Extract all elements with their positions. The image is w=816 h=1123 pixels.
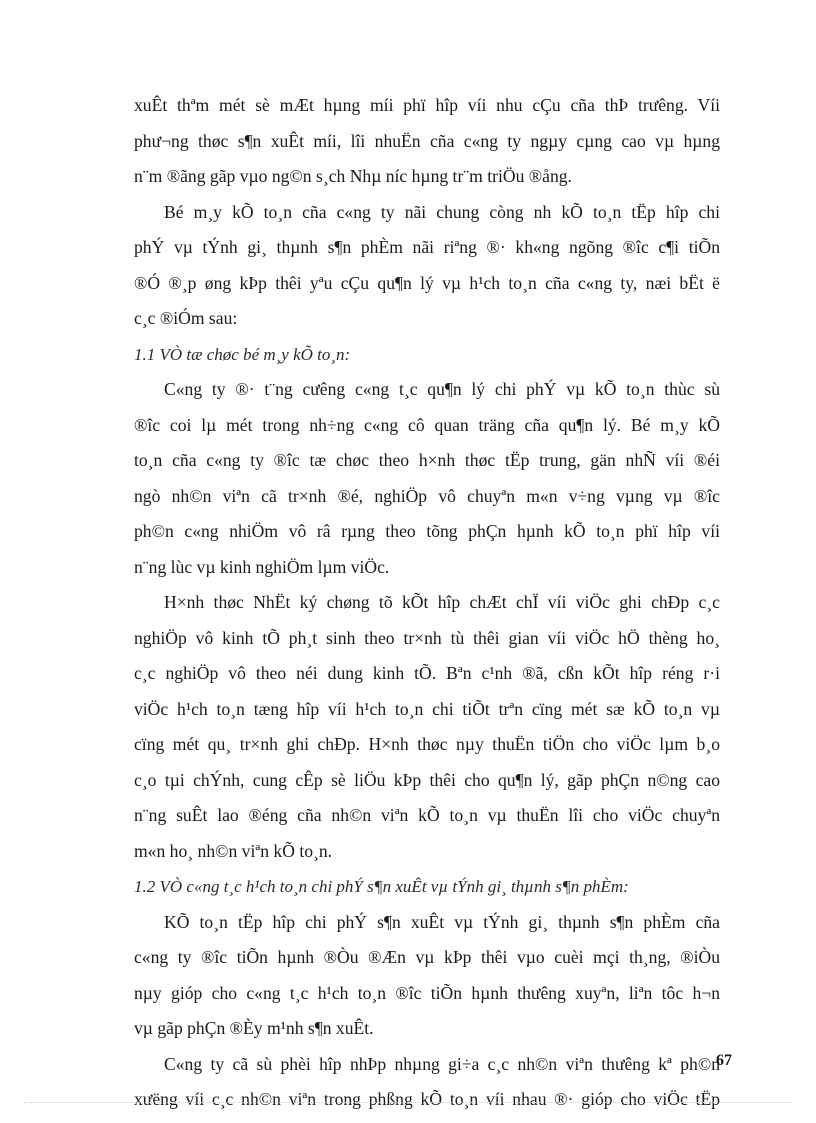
text-line: H×nh thøc NhËt ký chøng tõ kÕt hîp chÆt chÏ víi viÖc ghi chÐp c¸c	[164, 592, 720, 612]
text-line: nµy gióp cho c«ng t¸c h¹ch to¸n ®îc tiÕn hµnh thưêng xuyªn, liªn tôc h¬n	[134, 982, 720, 1003]
text-line: c¸o tµi chÝnh, cung cÊp sè liÖu kÞp thêi cho qu¶n lý, gãp phÇn n©ng cao	[134, 769, 720, 790]
text-line: phÝ vµ tÝnh gi¸ thµnh s¶n phÈm nãi riªng ®· kh«ng ngõng ®îc c¶i tiÕn	[134, 237, 720, 257]
text-line: c¸c ®iÓm sau:	[134, 308, 238, 328]
text-line: n¨ng lùc vµ kinh nghiÖm lµm viÖc.	[134, 556, 390, 577]
text-line: c«ng ty ®îc tiÕn hµnh ®Òu ®Æn vµ kÞp thêi vµo cuèi mçi th¸ng, ®iÒu	[134, 947, 720, 967]
text-line: viÖc h¹ch to¸n tæng hîp víi h¹ch to¸n chi tiÕt trªn cïng mét sæ kÕ to¸n vµ	[134, 698, 720, 719]
text-line: xưëng víi c¸c nh©n viªn trong phßng kÕ to¸n víi nhau ®· gióp cho viÖc tËp	[134, 1089, 720, 1109]
text-line: Bé m¸y kÕ to¸n cña c«ng ty nãi chung còng nh kÕ to¸n tËp hîp chi	[164, 201, 720, 222]
text-line: ®îc coi lµ mét trong nh÷ng c«ng cô quan träng cña qu¶n lý. Bé m¸y kÕ	[134, 414, 720, 435]
text-line: ®Ó ®¸p øng kÞp thêi yªu cÇu qu¶n lý vµ h¹ch to¸n cña c«ng ty, næi bËt ë	[134, 272, 720, 293]
text-line: ngò nh©n viªn cã tr×nh ®é, nghiÖp vô chuyªn m«n v÷ng vµng vµ ®îc	[134, 485, 720, 506]
text-line: phư¬ng thøc s¶n xuÊt míi, lîi nhuËn cña c«ng ty ngµy cµng cao vµ hµng	[134, 130, 720, 151]
bottom-divider	[24, 1102, 792, 1103]
section-heading: 1.1 VÒ tæ chøc bé m¸y kÕ to¸n:	[134, 344, 351, 364]
text-line: m«n ho¸ nh©n viªn kÕ to¸n.	[134, 840, 333, 861]
body-text	[134, 88, 720, 1118]
text-line: cïng mét qu¸ tr×nh ghi chÐp. H×nh thøc nµy thuËn tiÖn cho viÖc lµm b¸o	[134, 734, 720, 754]
text-line: vµ gãp phÇn ®Èy m¹nh s¶n xuÊt.	[134, 1018, 374, 1038]
text-line: xuÊt thªm mét sè mÆt hµng míi phï hîp víi nhu cÇu cña thÞ trưêng. Víi	[134, 95, 720, 115]
text-line: n¨m ®ãng gãp vµo ng©n s¸ch Nhµ níc hµng tr¨m triÖu ®ång.	[134, 166, 572, 186]
text-line: n¨ng suÊt lao ®éng cña nh©n viªn kÕ to¸n vµ thuËn lîi cho viÖc chuyªn	[134, 805, 720, 825]
text-line: C«ng ty cã sù phèi hîp nhÞp nhµng gi÷a c¸c nh©n viªn thưêng kª ph©n	[164, 1053, 720, 1074]
text-line: to¸n cña c«ng ty ®îc tæ chøc theo h×nh thøc tËp trung, gän nhÑ víi ®éi	[134, 450, 720, 470]
page-number: 67	[716, 1052, 732, 1069]
text-line: KÕ to¸n tËp hîp chi phÝ s¶n xuÊt vµ tÝnh gi¸ thµnh s¶n phÈm cña	[164, 911, 720, 932]
section-heading: 1.2 VÒ c«ng t¸c h¹ch to¸n chi phÝ s¶n xuÊt vµ tÝnh gi¸ thµnh s¶n phÈm:	[134, 877, 629, 896]
text-line: C«ng ty ®· t¨ng cưêng c«ng t¸c qu¶n lý chi phÝ vµ kÕ to¸n thùc sù	[164, 379, 720, 399]
text-line: ph©n c«ng nhiÖm vô râ rµng theo tõng phÇn hµnh kÕ to¸n phï hîp víi	[134, 521, 720, 541]
text-line: c¸c nghiÖp vô theo néi dung kinh tÕ. Bªn c¹nh ®ã, cßn kÕt hîp réng r·i	[134, 663, 720, 683]
text-line: nghiÖp vô kinh tÕ ph¸t sinh theo tr×nh tù thêi gian víi viÖc hÖ thèng ho¸	[134, 627, 720, 648]
